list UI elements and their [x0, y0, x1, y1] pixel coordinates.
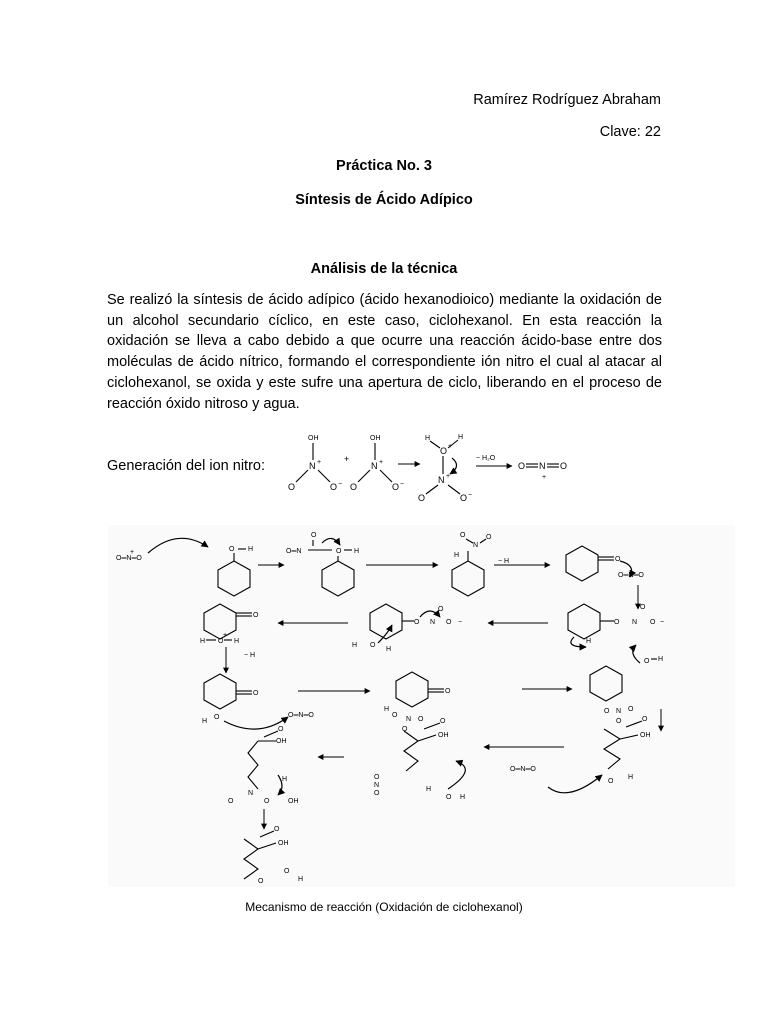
- svg-text:N: N: [616, 708, 622, 715]
- svg-text:O: O: [392, 712, 398, 719]
- svg-text:O: O: [228, 798, 234, 805]
- svg-text:O: O: [229, 546, 235, 553]
- svg-text:H: H: [384, 706, 390, 713]
- svg-text:N: N: [539, 461, 546, 471]
- svg-text:O: O: [264, 798, 270, 805]
- svg-text:H: H: [425, 435, 431, 442]
- svg-text:O: O: [440, 446, 448, 456]
- svg-text:O: O: [370, 642, 376, 649]
- synthesis-title: Síntesis de Ácido Adípico: [295, 192, 473, 208]
- svg-text:+: +: [223, 632, 228, 639]
- svg-text:O: O: [616, 718, 622, 725]
- svg-text:O: O: [560, 461, 568, 471]
- svg-text:+: +: [344, 454, 350, 464]
- svg-text:OH: OH: [278, 840, 289, 847]
- svg-text:O: O: [445, 688, 451, 695]
- svg-text:O: O: [418, 716, 424, 723]
- svg-text:O: O: [615, 556, 621, 563]
- svg-text:O: O: [258, 878, 264, 885]
- svg-text:O: O: [374, 790, 380, 797]
- svg-text:O: O: [284, 868, 290, 875]
- svg-text:H: H: [454, 552, 460, 559]
- svg-text:O: O: [438, 606, 444, 613]
- svg-text:H: H: [658, 656, 664, 663]
- svg-text:O: O: [278, 726, 284, 733]
- svg-text:N: N: [309, 461, 316, 471]
- svg-text:O═N═O: O═N═O: [288, 712, 314, 719]
- svg-text:+: +: [446, 473, 451, 480]
- svg-text:O═N: O═N: [286, 548, 302, 555]
- svg-text:O: O: [486, 534, 492, 541]
- svg-text:O: O: [214, 714, 220, 721]
- svg-text:H: H: [200, 638, 206, 645]
- svg-text:O: O: [650, 619, 656, 626]
- figure-caption: Mecanismo de reacción (Oxidación de ciclohexanol): [245, 900, 523, 914]
- svg-text:H: H: [248, 546, 254, 553]
- svg-text:O: O: [311, 532, 317, 539]
- svg-text:H: H: [352, 642, 358, 649]
- svg-text:− H: − H: [498, 558, 510, 565]
- svg-text:O: O: [218, 638, 224, 645]
- svg-text:N: N: [374, 782, 380, 789]
- svg-text:O: O: [460, 493, 468, 503]
- analysis-paragraph: Se realizó la síntesis de ácido adípico (ácido hexanodioico) mediante la oxidación de un alcohol secundario cíclico, en este caso, ciclohexanol. En esta reacción la oxidación se lleva a cabo debido a que ocurre una reacción ácido-base entre dos moléculas de ácido nítrico, formando el correspondiente ión nitro el cual al atacar al ciclohexanol, se oxida y este sufre una apertura de ciclo, liberando en el proceso de reacción óxido nitroso y agua.: [107, 292, 662, 412]
- nitronium-generation-scheme: [280, 428, 590, 503]
- svg-text:O: O: [608, 778, 614, 785]
- svg-text:O: O: [253, 690, 259, 697]
- svg-text:O: O: [518, 461, 526, 471]
- svg-text:O: O: [288, 482, 296, 492]
- reaction-mechanism-figure: [108, 525, 735, 887]
- svg-text:−: −: [458, 619, 463, 626]
- svg-text:O═N═O: O═N═O: [618, 572, 644, 579]
- svg-text:O: O: [644, 658, 650, 665]
- svg-text:N: N: [248, 790, 254, 797]
- author-name: Ramírez Rodríguez Abraham: [473, 92, 661, 108]
- svg-text:N: N: [371, 461, 378, 471]
- svg-text:O: O: [640, 604, 646, 611]
- svg-text:OH: OH: [640, 732, 651, 739]
- svg-text:O: O: [330, 482, 338, 492]
- svg-text:H: H: [586, 638, 592, 645]
- svg-text:OH: OH: [370, 435, 381, 442]
- nitro-ion-generation-label: Generación del ion nitro:: [107, 458, 265, 474]
- svg-text:O═N═O: O═N═O: [116, 555, 142, 562]
- svg-text:O: O: [253, 612, 259, 619]
- svg-text:OH: OH: [288, 798, 299, 805]
- svg-text:H: H: [234, 638, 240, 645]
- svg-text:N: N: [430, 619, 436, 626]
- svg-text:− H: − H: [244, 652, 256, 659]
- svg-text:N: N: [473, 542, 479, 549]
- svg-text:−: −: [468, 492, 473, 499]
- svg-text:O═N═O: O═N═O: [510, 766, 536, 773]
- svg-text:N: N: [632, 619, 638, 626]
- svg-text:O: O: [418, 493, 426, 503]
- svg-text:H: H: [460, 794, 466, 801]
- svg-text:H: H: [386, 646, 392, 653]
- svg-text:−: −: [338, 481, 343, 488]
- svg-text:O: O: [350, 482, 358, 492]
- svg-text:O: O: [336, 548, 342, 555]
- svg-text:H: H: [298, 876, 304, 883]
- svg-text:−: −: [660, 619, 665, 626]
- analysis-heading: Análisis de la técnica: [310, 261, 458, 277]
- svg-text:H: H: [282, 776, 288, 783]
- svg-text:H: H: [426, 786, 432, 793]
- svg-text:O: O: [414, 619, 420, 626]
- svg-text:N: N: [438, 475, 445, 485]
- svg-text:− H₂O: − H₂O: [476, 455, 496, 462]
- svg-text:H: H: [458, 434, 464, 441]
- clave-number: Clave: 22: [599, 124, 661, 140]
- svg-text:H: H: [202, 718, 208, 725]
- svg-text:O: O: [446, 794, 452, 801]
- practice-title: Práctica No. 3: [336, 158, 432, 174]
- svg-text:OH: OH: [276, 738, 287, 745]
- svg-text:O: O: [628, 706, 634, 713]
- svg-text:O: O: [446, 619, 452, 626]
- svg-text:N: N: [406, 716, 412, 723]
- svg-text:−: −: [400, 481, 405, 488]
- svg-text:+: +: [448, 443, 453, 450]
- svg-text:+: +: [379, 459, 384, 466]
- svg-text:O: O: [274, 826, 280, 833]
- svg-text:O: O: [374, 774, 380, 781]
- svg-text:O: O: [642, 716, 648, 723]
- svg-text:OH: OH: [438, 732, 449, 739]
- svg-text:H: H: [354, 548, 360, 555]
- svg-text:O: O: [460, 532, 466, 539]
- svg-text:O: O: [440, 718, 446, 725]
- svg-text:O: O: [614, 619, 620, 626]
- svg-text:O: O: [402, 726, 408, 733]
- svg-text:H: H: [628, 774, 634, 781]
- svg-text:O: O: [604, 708, 610, 715]
- svg-text:+: +: [542, 474, 547, 481]
- svg-text:O: O: [392, 482, 400, 492]
- svg-text:+: +: [130, 549, 135, 556]
- svg-text:+: +: [317, 459, 322, 466]
- svg-text:OH: OH: [308, 435, 319, 442]
